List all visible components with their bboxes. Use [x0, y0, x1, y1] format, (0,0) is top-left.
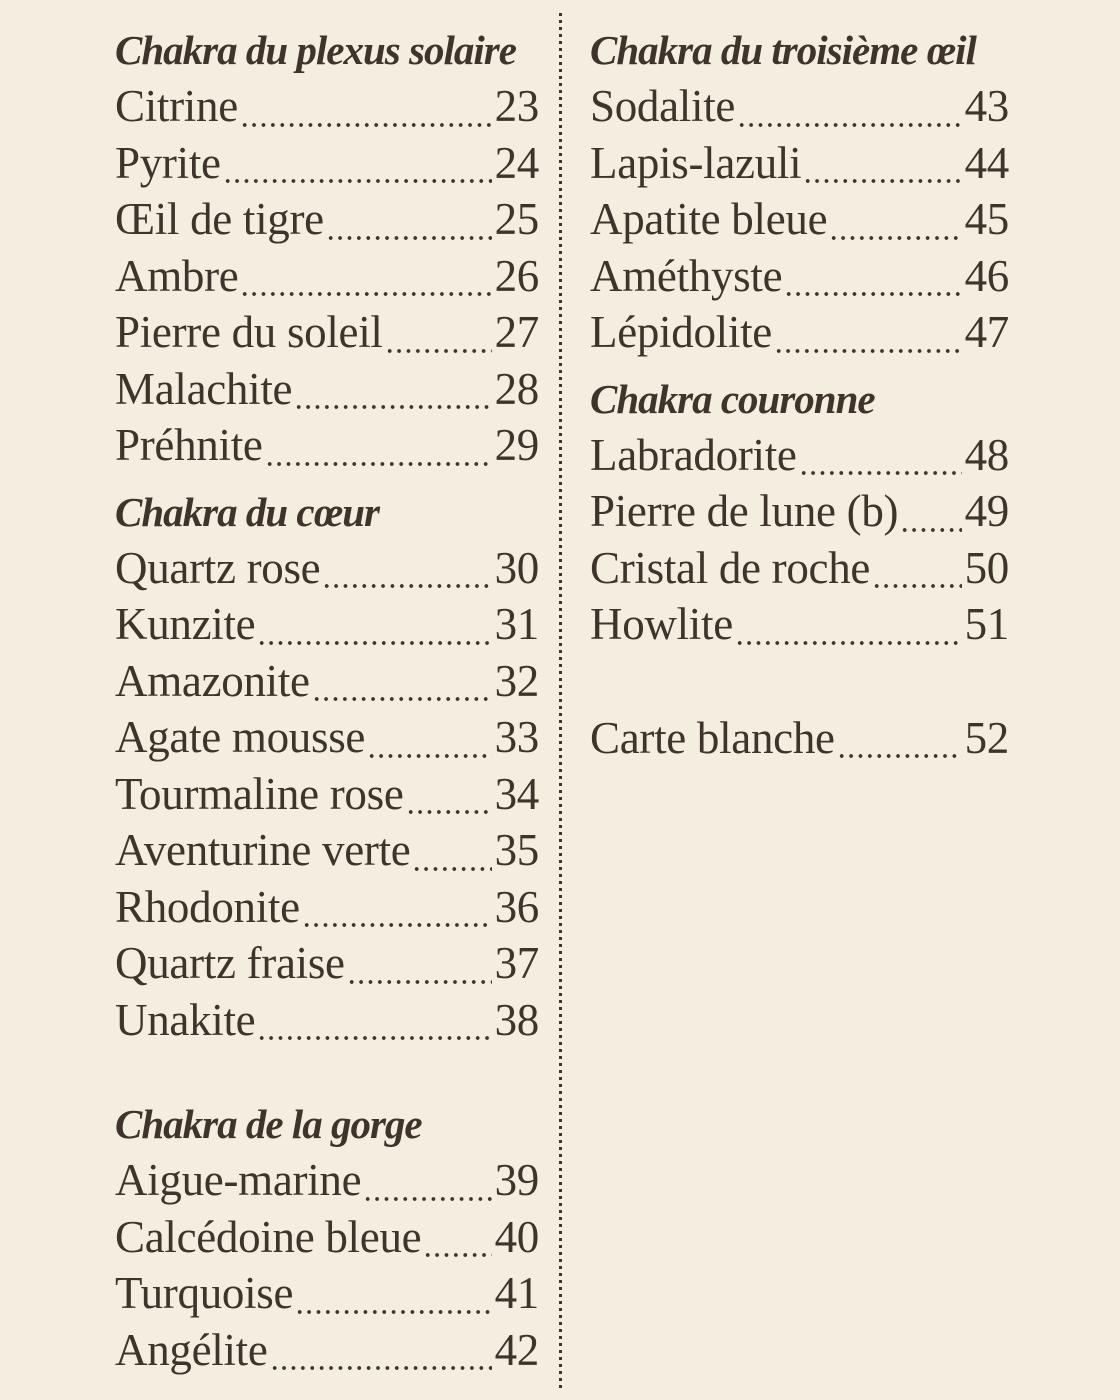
toc-section	[115, 22, 539, 474]
dot-leader	[322, 540, 491, 597]
entry-label: Quartz fraise	[115, 938, 345, 988]
entry-page-number: 30	[494, 542, 539, 593]
section-heading: Chakra du troisième œil	[590, 27, 976, 73]
dot-leader	[412, 822, 491, 879]
toc-section	[115, 484, 539, 1049]
dot-leader	[240, 248, 491, 305]
entry-label: Œil de tigre	[115, 194, 324, 244]
entry-page-number: 23	[494, 81, 539, 131]
dot-leader	[294, 361, 491, 418]
entry-page-number: 32	[494, 655, 539, 706]
dot-leader	[737, 78, 962, 135]
toc-entry[interactable]	[115, 879, 539, 936]
entry-label: Aigue-marine	[115, 1155, 362, 1205]
entry-label: Aventurine verte	[115, 825, 411, 875]
dot-leader	[900, 483, 961, 540]
entry-page-number: 51	[964, 599, 1009, 649]
entry-page-number: 46	[964, 250, 1009, 301]
dot-leader	[385, 304, 492, 361]
dot-leader	[784, 248, 961, 305]
dot-leader	[829, 191, 961, 248]
toc-entry[interactable]	[590, 304, 1009, 361]
toc-entry[interactable]	[590, 248, 1009, 305]
dot-leader	[347, 935, 492, 992]
entry-page-number: 41	[494, 1268, 539, 1318]
entry-label: Tourmaline rose	[115, 768, 404, 819]
toc-entry[interactable]	[590, 135, 1009, 192]
entry-label: Turquoise	[115, 1268, 294, 1318]
toc-entry[interactable]	[115, 248, 539, 305]
entry-page-number: 43	[964, 81, 1009, 131]
entry-label: Carte blanche	[590, 712, 835, 763]
toc-entry[interactable]	[115, 191, 539, 248]
toc-entry[interactable]	[115, 822, 539, 879]
entry-label: Kunzite	[115, 599, 256, 649]
entry-label: Pierre du soleil	[115, 307, 383, 357]
toc-entry[interactable]	[590, 710, 1009, 767]
entry-page-number: 27	[494, 307, 539, 357]
entry-page-number: 25	[494, 194, 539, 244]
entry-page-number: 49	[964, 486, 1009, 536]
entry-page-number: 26	[494, 250, 539, 301]
entry-page-number: 44	[964, 137, 1009, 188]
entry-page-number: 50	[964, 542, 1009, 593]
entry-label: Labradorite	[590, 429, 797, 480]
entry-page-number: 29	[494, 420, 539, 470]
entry-page-number: 31	[494, 599, 539, 649]
dot-leader	[799, 427, 962, 484]
entry-label: Quartz rose	[115, 542, 321, 593]
toc-section	[590, 371, 1009, 653]
toc-entry[interactable]	[115, 540, 539, 597]
entry-label: Lépidolite	[590, 307, 772, 357]
dot-leader	[240, 78, 492, 135]
entry-label: Ambre	[115, 250, 239, 301]
dot-leader	[774, 304, 962, 361]
entry-page-number: 47	[964, 307, 1009, 357]
dot-leader	[257, 992, 491, 1049]
toc-entry[interactable]	[115, 304, 539, 361]
entry-page-number: 52	[964, 712, 1009, 763]
column-divider-dotted-rule	[559, 13, 562, 1389]
toc-entry[interactable]	[115, 1265, 539, 1322]
toc-entry[interactable]	[590, 427, 1009, 484]
dot-leader	[270, 1322, 492, 1379]
entry-label: Pierre de lune (b)	[590, 486, 899, 536]
toc-entry[interactable]	[115, 361, 539, 418]
entry-page-number: 45	[964, 194, 1009, 244]
toc-entry[interactable]	[115, 1209, 539, 1266]
entry-label: Rhodonite	[115, 881, 300, 932]
dot-leader	[257, 596, 491, 653]
dot-leader	[223, 135, 492, 192]
entry-label: Angélite	[115, 1324, 268, 1375]
toc-entry[interactable]	[590, 540, 1009, 597]
entry-label: Agate mousse	[115, 712, 366, 762]
entry-label: Unakite	[115, 994, 256, 1045]
dot-leader	[406, 766, 492, 823]
entry-page-number: 37	[494, 938, 539, 988]
toc-entry[interactable]	[115, 709, 539, 766]
entry-page-number: 42	[494, 1324, 539, 1375]
toc-entry[interactable]	[115, 1152, 539, 1209]
dot-leader	[265, 417, 492, 474]
entry-page-number: 36	[494, 881, 539, 932]
entry-label: Citrine	[115, 81, 238, 131]
entry-label: Améthyste	[590, 250, 783, 301]
toc-entry[interactable]	[115, 992, 539, 1049]
entry-label: Pyrite	[115, 137, 221, 188]
dot-leader	[803, 135, 961, 192]
toc-entry[interactable]	[115, 1322, 539, 1379]
toc-column-left	[115, 22, 539, 1378]
toc-section	[590, 710, 1009, 767]
dot-leader	[837, 710, 962, 767]
entry-label: Lapis-lazuli	[590, 137, 802, 188]
section-heading: Chakra du plexus solaire	[115, 27, 516, 73]
toc-entry[interactable]	[115, 78, 539, 135]
toc-entry[interactable]	[115, 653, 539, 710]
toc-entry[interactable]	[590, 596, 1009, 653]
entry-page-number: 33	[494, 712, 539, 762]
entry-label: Howlite	[590, 599, 733, 649]
entry-label: Cristal de roche	[590, 542, 871, 593]
entry-label: Calcédoine bleue	[115, 1211, 422, 1262]
entry-label: Sodalite	[590, 81, 736, 131]
toc-entry[interactable]	[115, 766, 539, 823]
toc-entry[interactable]	[115, 417, 539, 474]
toc-entry[interactable]	[590, 483, 1009, 540]
dot-leader	[295, 1265, 491, 1322]
entry-page-number: 35	[494, 825, 539, 875]
entry-page-number: 38	[494, 994, 539, 1045]
entry-page-number: 24	[494, 137, 539, 188]
dot-leader	[872, 540, 961, 597]
entry-label: Apatite bleue	[590, 194, 828, 244]
dot-leader	[423, 1209, 491, 1266]
toc-entry[interactable]	[115, 135, 539, 192]
toc-entry[interactable]	[590, 78, 1009, 135]
toc-entry[interactable]	[115, 596, 539, 653]
entry-page-number: 40	[494, 1211, 539, 1262]
entry-label: Malachite	[115, 363, 293, 414]
entry-label: Amazonite	[115, 655, 310, 706]
dot-leader	[312, 653, 492, 710]
toc-entry[interactable]	[115, 935, 539, 992]
dot-leader	[363, 1152, 491, 1209]
section-heading: Chakra de la gorge	[115, 1101, 422, 1147]
toc-section	[590, 22, 1009, 361]
entry-page-number: 28	[494, 363, 539, 414]
toc-column-right	[590, 22, 1009, 1378]
dot-leader	[326, 191, 492, 248]
entry-page-number: 34	[494, 768, 539, 819]
entry-page-number: 39	[494, 1155, 539, 1205]
dot-leader	[735, 596, 962, 653]
dot-leader	[302, 879, 492, 936]
toc-section	[115, 1096, 539, 1378]
dot-leader	[367, 709, 491, 766]
toc-entry[interactable]	[590, 191, 1009, 248]
entry-label: Préhnite	[115, 420, 263, 470]
entry-page-number: 48	[964, 429, 1009, 480]
section-heading: Chakra couronne	[590, 375, 875, 422]
section-heading: Chakra du cœur	[115, 488, 379, 535]
